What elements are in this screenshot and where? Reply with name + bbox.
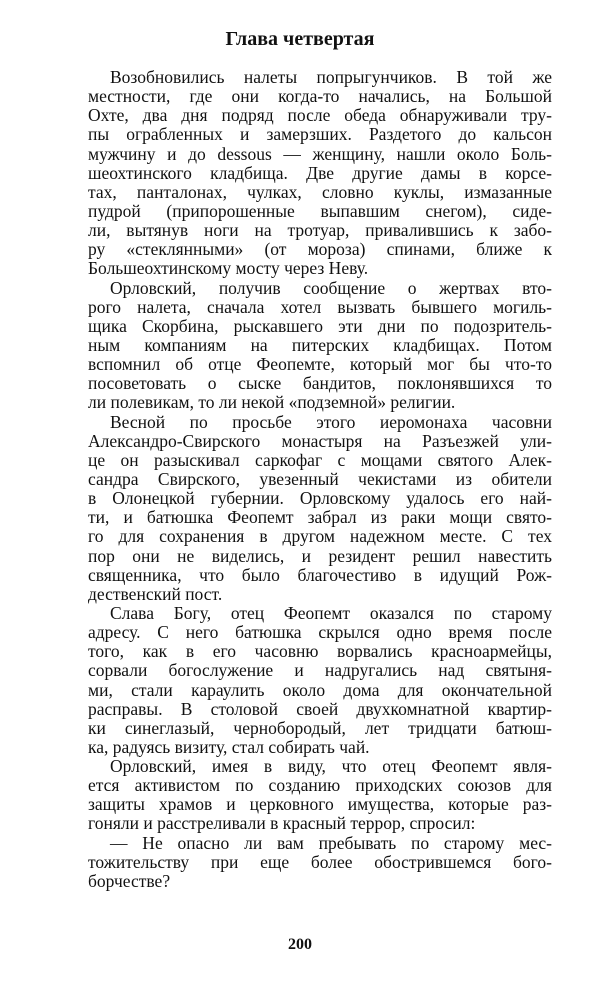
text-line: сандра Свирского, увезенный чекистами из обители <box>88 468 552 489</box>
text-line: того, как в его часовню ворвались красноармейцы, <box>88 641 552 662</box>
text-line: расправы. В столовой своей двухкомнатной квартир- <box>88 698 552 719</box>
text-line: защиты храмов и церковного имущества, которые раз- <box>88 794 552 815</box>
text-line: дественский пост. <box>88 583 223 604</box>
text-line: Орловский, получив сообщение о жертвах вто- <box>110 277 552 298</box>
text-line: го для сохранения в другом надежном месте. С тех <box>88 526 552 547</box>
text-line: сорвали богослужение и надругались над святыня- <box>88 660 552 681</box>
text-line: Возобновились налеты попрыгунчиков. В той же <box>110 67 552 87</box>
text-line: Охте, два дня подряд после обеда обнаруживали тру- <box>88 105 552 126</box>
text-line: в Олонецкой губернии. Орловскому удалось его най- <box>88 488 552 509</box>
text-line: ли полевикам, то ли некой «подземной» религии. <box>88 392 456 413</box>
text-line: пы ограбленных и замерзших. Раздетого до кальсон <box>88 124 552 145</box>
text-line: тожительству при еще более обострившемся бого- <box>88 851 552 872</box>
text-line: ка, радуясь визиту, стал собирать чай. <box>88 736 370 757</box>
text-line: ки синеглазый, чернобородый, лет тридцати батюш- <box>88 717 552 738</box>
text-line: ли, вытянув ноги на тротуар, привалившись к забо- <box>88 220 552 241</box>
text-line: Весной по просьбе этого иеромонаха часовни <box>110 411 552 432</box>
paragraph <box>88 834 552 891</box>
text-line: вспомнил об отце Феопемте, который мог бы что-то <box>88 354 552 375</box>
text-line: ру «стеклянными» (от мороза) спинами, ближе к <box>88 239 552 260</box>
text-line: ным компаниям на питерских кладбищах. Потом <box>88 334 552 355</box>
text-line: Александро-Свирского монастыря на Разъезжей ули- <box>88 430 552 451</box>
text-line: священника, что было благочестиво в идущий Рож- <box>88 564 552 585</box>
text-line: це он разыскивал саркофаг с мощами святого Алек- <box>88 449 552 470</box>
text-line: борчестве? <box>88 870 171 891</box>
text-line: Слава Богу, отец Феопемт оказался по старому <box>110 602 552 623</box>
paragraph <box>88 757 552 834</box>
text-line: Орловский, имея в виду, что отец Феопемт явля- <box>110 756 552 777</box>
page-body-text <box>88 68 552 891</box>
chapter-title: Глава четвертая <box>225 28 375 50</box>
paragraph <box>88 604 552 757</box>
text-line: Большеохтинскому мосту через Неву. <box>88 258 369 279</box>
text-line: пор они не виделись, и резидент решил навестить <box>88 545 552 566</box>
text-line: мужчину и до dessous — женщину, нашли около Боль- <box>88 143 552 164</box>
paragraph <box>88 279 552 413</box>
text-line: тах, панталонах, чулках, словно куклы, измазанные <box>88 181 552 202</box>
text-line: ми, стали караулить около дома для окончательной <box>88 679 552 700</box>
page-number: 200 <box>288 936 312 953</box>
text-line: щика Скорбина, рыскавшего эти дни по подозритель- <box>88 315 552 336</box>
paragraph <box>88 68 552 279</box>
text-line: адресу. С него батюшка скрылся одно время после <box>88 622 552 643</box>
text-line: гоняли и расстреливали в красный террор, спросил: <box>88 813 476 834</box>
text-line: пудрой (припорошенные выпавшим снегом), сиде- <box>88 200 552 221</box>
text-line: — Не опасно ли вам пребывать по старому мес- <box>110 832 552 853</box>
paragraph <box>88 413 552 604</box>
text-line: шеохтинского кладбища. Две другие дамы в корсе- <box>88 162 552 183</box>
text-line: ется активистом по созданию приходских союзов для <box>88 775 552 796</box>
text-line: рого налета, сначала хотел вызвать бывшего могиль- <box>88 296 552 317</box>
text-line: местности, где они когда-то начались, на Большой <box>88 86 552 107</box>
text-line: ти, и батюшка Феопемт забрал из раки мощи свято- <box>88 507 552 528</box>
text-line: посоветовать о сыске бандитов, поклонявшихся то <box>88 373 552 394</box>
